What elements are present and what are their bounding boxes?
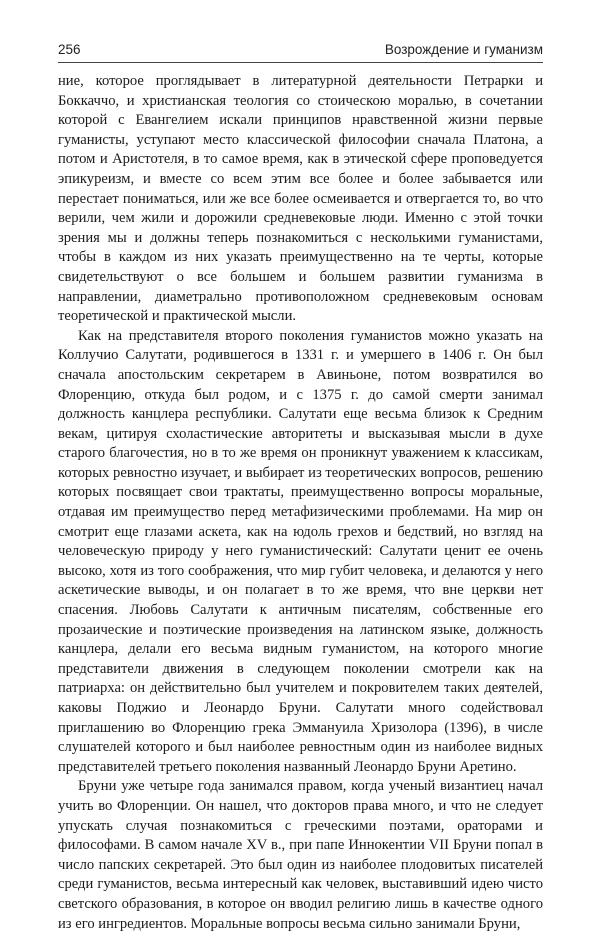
page [58, 42, 543, 934]
paragraph-bruni: Бруни уже четыре года занимался правом, когда ученый византиец начал учить во Флоренции. Он нашел, что докторов права много, и что не следует упускать случая познакомиться с греческими поэтами, ораторами и философами. В самом начале XV в., при папе Иннокентии VII Бруни попал в число папских секретарей. Это был один из наиболее плодовитых писателей среди гуманистов, весьма интересный как человек, выставивший идею чисто светского образования, в которое он вводил религию лишь в качестве одного из его ингредиентов. Моральные вопросы весьма сильно занимали Бруни, [58, 778, 543, 932]
paragraph-salutati: Как на представителя второго поколения гуманистов можно указать на Коллучио Салутати, родившегося в 1331 г. и умершего в 1406 г. Он был сначала апостольским секретарем в Авиньоне, потом возвратился во Флоренцию, откуда был родом, и с 1375 г. до самой смерти занимал должность канцлера республики. Салутати еще весьма близок к Средним векам, цитируя схоластические авторитеты и высказывая мысли в духе старого благочестия, но в то же время он проникнут уважением к классикам, которых ревностно изучает, и выбирает из теоретических вопросов, решению которых посвящает свои трактаты, преимущественно вопросы моральные, отдавая им преимущество перед метафизическими проблемами. На мир он смотрит еще глазами аскета, как на юдоль грехов и бедствий, но взгляд на человеческую природу у него гуманистический: Салутати ценит ее очень высоко, хотя из того соображения, что мир губит человека, и делаются у него аскетические выводы, и он полагает в то же время, что вне церкви нет спасения. Любовь Салутати к античным писателям, собственные его прозаические и поэтические произведения на латинском языке, должность канцлера, делали его весьма видным гуманистом, на которого многие представители движения в следующем поколении смотрели как на патриарха: он действительно был учителем и покровителем таких деятелей, каковы Поджио и Леонардо Бруни. Салутати много содействовал приглашению во Флоренцию грека Эммануила Хризолора (1396), в числе слушателей которого и был наиболее ревностным один из наиболее видных представителей третьего поколения названный Леонардо Бруни Аретино. [58, 327, 543, 775]
body-text [58, 72, 543, 934]
page-number: 256 [58, 42, 81, 57]
running-header [58, 42, 543, 63]
section-title: Возрождение и гуманизм [384, 42, 543, 57]
paragraph-continuation: ние, которое проглядывает в литературной деятельности Петрарки и Боккаччо, и христианская теология со стоическою моралью, в сочетании которой с Евангелием искали принципов нравственной жизни первые гуманисты, уступают место классической философии сначала Платона, а потом и Аристотеля, в то самое время, как в этической сфере проповедуется эпикуреизм, и вместе со всем этим все более и более забывается или перестает пониматься, или же все более осмеивается и отвергается то, во что верили, чем жили и дорожили средневековые люди. Именно с этой точки зрения мы и должны теперь познакомиться с несколькими гуманистами, чтобы в каждом из них указать преимущественно на те черты, которые свидетельствуют о все большем и большем развитии гуманизма в направлении, диаметрально противоположном средневековым основам теоретической и практической мысли. [58, 73, 543, 325]
